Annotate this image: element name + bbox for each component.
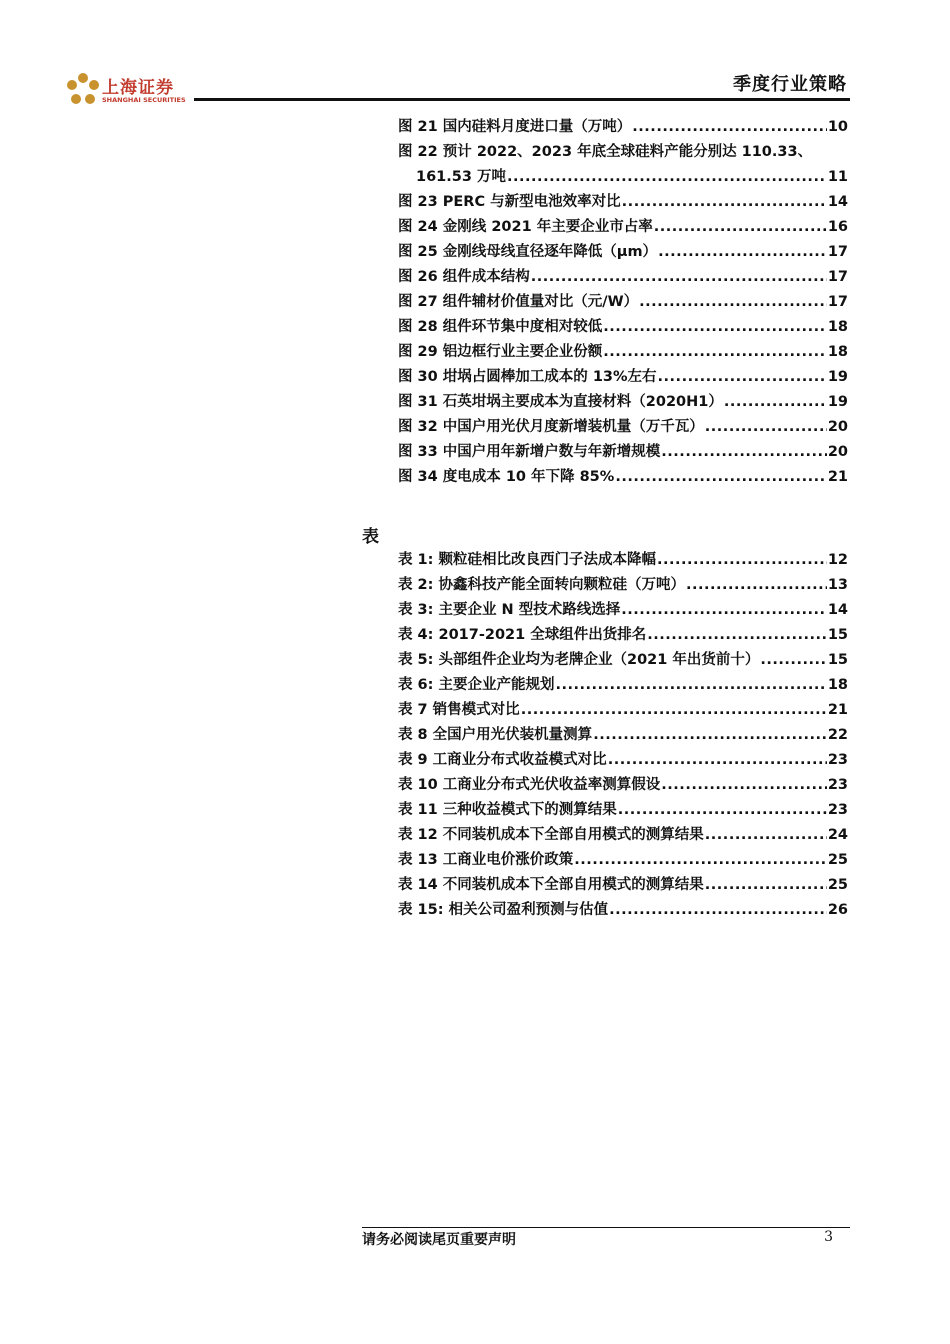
table-entry-page: 21 — [827, 702, 848, 718]
table-entry-label: 表 9 工商业分布式收益模式对比 — [398, 752, 607, 768]
figure-entry[interactable] — [398, 215, 848, 240]
figure-entry[interactable] — [398, 140, 848, 165]
figure-entry-page: 10 — [827, 119, 848, 135]
figure-entry-label: 图 27 组件辅材价值量对比（元/W） — [398, 294, 639, 310]
logo-chinese-name: 上海证券 — [102, 78, 174, 98]
table-entry[interactable] — [398, 848, 848, 873]
figure-entry[interactable] — [398, 465, 848, 490]
figure-entry[interactable] — [398, 190, 848, 215]
dot-leader — [658, 244, 827, 260]
disclaimer-note: 请务必阅读尾页重要声明 — [362, 1232, 516, 1248]
figure-entry-label: 图 28 组件环节集中度相对较低 — [398, 319, 603, 335]
dot-leader — [705, 827, 827, 843]
table-entry[interactable] — [398, 573, 848, 598]
dot-leader — [686, 577, 827, 593]
figure-entry-label: 图 29 铝边框行业主要企业份额 — [398, 344, 603, 360]
dot-leader — [657, 552, 827, 568]
dot-leader — [531, 269, 827, 285]
logo-english-name: SHANGHAI SECURITIES — [102, 96, 186, 104]
table-entry-label: 表 2: 协鑫科技产能全面转向颗粒硅（万吨） — [398, 577, 685, 593]
page-number: 3 — [824, 1229, 833, 1245]
dot-leader — [654, 219, 827, 235]
table-list — [398, 548, 848, 923]
table-entry-page: 13 — [827, 577, 848, 593]
table-entry-label: 表 10 工商业分布式光伏收益率测算假设 — [398, 777, 661, 793]
table-entry-page: 23 — [827, 777, 848, 793]
dot-leader — [507, 169, 827, 185]
figure-entry-label-continued: 161.53 万吨 — [416, 169, 507, 185]
figure-entry-label: 图 31 石英坩埚主要成本为直接材料（2020H1） — [398, 394, 723, 410]
table-entry-label: 表 12 不同装机成本下全部自用模式的测算结果 — [398, 827, 704, 843]
table-entry-label: 表 5: 头部组件企业均为老牌企业（2021 年出货前十） — [398, 652, 760, 668]
dot-leader — [661, 777, 827, 793]
table-entry-page: 23 — [827, 802, 848, 818]
table-entry-label: 表 7 销售模式对比 — [398, 702, 520, 718]
table-entry-label: 表 11 三种收益模式下的测算结果 — [398, 802, 617, 818]
table-entry-label: 表 4: 2017-2021 全球组件出货排名 — [398, 627, 647, 643]
table-entry-page: 22 — [827, 727, 848, 743]
figure-entry[interactable] — [398, 340, 848, 365]
dot-leader — [574, 852, 827, 868]
table-entry[interactable] — [398, 598, 848, 623]
dot-leader — [639, 294, 827, 310]
table-entry-page: 15 — [827, 652, 848, 668]
figure-entry-page: 17 — [827, 294, 848, 310]
dot-leader — [622, 194, 827, 210]
figure-entry[interactable] — [398, 290, 848, 315]
figure-entry-label: 图 24 金刚线 2021 年主要企业市占率 — [398, 219, 653, 235]
dot-leader — [603, 344, 827, 360]
figure-entry[interactable] — [398, 115, 848, 140]
figure-entry-page: 19 — [827, 394, 848, 410]
dot-leader — [658, 369, 827, 385]
dot-leader — [647, 627, 827, 643]
figure-entry-page: 14 — [827, 194, 848, 210]
table-entry-page: 24 — [827, 827, 848, 843]
table-entry[interactable] — [398, 898, 848, 923]
figure-entry-page: 19 — [827, 369, 848, 385]
figure-list — [398, 115, 848, 490]
figure-entry[interactable] — [398, 365, 848, 390]
dot-leader — [621, 602, 827, 618]
table-entry-label: 表 8 全国户用光伏装机量测算 — [398, 727, 593, 743]
table-entry-label: 表 15: 相关公司盈利预测与估值 — [398, 902, 609, 918]
figure-entry-label: 图 33 中国户用年新增户数与年新增规模 — [398, 444, 661, 460]
table-entry[interactable] — [398, 873, 848, 898]
table-entry-page: 25 — [827, 852, 848, 868]
figure-entry-page: 18 — [827, 319, 848, 335]
figure-entry-label: 图 21 国内硅料月度进口量（万吨） — [398, 119, 632, 135]
dot-leader — [521, 702, 827, 718]
figure-entry-page: 20 — [827, 444, 848, 460]
figure-entry[interactable] — [398, 390, 848, 415]
table-entry[interactable] — [398, 748, 848, 773]
dot-leader — [609, 902, 827, 918]
table-entry-page: 26 — [827, 902, 848, 918]
figure-entry-label: 图 34 度电成本 10 年下降 85% — [398, 469, 615, 485]
table-entry[interactable] — [398, 623, 848, 648]
tables-section-heading: 表 — [362, 527, 379, 547]
table-entry-label: 表 13 工商业电价涨价政策 — [398, 852, 574, 868]
table-entry-label: 表 3: 主要企业 N 型技术路线选择 — [398, 602, 621, 618]
table-entry-page: 25 — [827, 877, 848, 893]
dot-leader — [603, 319, 827, 335]
table-entry-label: 表 6: 主要企业产能规划 — [398, 677, 555, 693]
figure-entry-page: 18 — [827, 344, 848, 360]
dot-leader — [724, 394, 827, 410]
figure-entry-label: 图 22 预计 2022、2023 年底全球硅料产能分别达 110.33、 — [398, 144, 813, 160]
figure-entry[interactable] — [398, 440, 848, 465]
figure-entry[interactable] — [398, 415, 848, 440]
table-entry-page: 23 — [827, 752, 848, 768]
figure-entry-label: 图 25 金刚线母线直径逐年降低（μm） — [398, 244, 658, 260]
dot-leader — [632, 119, 827, 135]
figure-entry-label: 图 26 组件成本结构 — [398, 269, 530, 285]
dot-leader — [615, 469, 827, 485]
table-entry[interactable] — [398, 548, 848, 573]
dot-leader — [555, 677, 826, 693]
table-entry[interactable] — [398, 698, 848, 723]
header-divider — [194, 98, 850, 101]
table-entry-page: 15 — [827, 627, 848, 643]
table-entry[interactable] — [398, 823, 848, 848]
table-entry[interactable] — [398, 723, 848, 748]
figure-entry[interactable] — [398, 265, 848, 290]
figure-entry-page: 11 — [827, 169, 848, 185]
figure-entry-label: 图 23 PERC 与新型电池效率对比 — [398, 194, 621, 210]
dot-leader — [705, 877, 827, 893]
figure-entry-page: 16 — [827, 219, 848, 235]
figure-entry-label: 图 32 中国户用光伏月度新增装机量（万千瓦） — [398, 419, 704, 435]
table-entry[interactable] — [398, 673, 848, 698]
table-entry[interactable] — [398, 648, 848, 673]
figure-entry[interactable] — [398, 240, 848, 265]
table-entry-page: 14 — [827, 602, 848, 618]
dot-leader — [705, 419, 827, 435]
logo-emblem-icon — [66, 72, 100, 106]
dot-leader — [593, 727, 827, 743]
figure-entry-page: 21 — [827, 469, 848, 485]
report-category-title: 季度行业策略 — [733, 74, 847, 95]
table-entry-label: 表 1: 颗粒硅相比改良西门子法成本降幅 — [398, 552, 656, 568]
dot-leader — [760, 652, 826, 668]
table-entry-page: 18 — [827, 677, 848, 693]
figure-entry[interactable] — [398, 315, 848, 340]
table-entry-page: 12 — [827, 552, 848, 568]
footer-divider — [362, 1227, 850, 1228]
figure-entry-continuation[interactable] — [398, 165, 848, 190]
figure-entry-page: 17 — [827, 244, 848, 260]
dot-leader — [661, 444, 827, 460]
figure-entry-page: 20 — [827, 419, 848, 435]
dot-leader — [608, 752, 827, 768]
figure-entry-page: 17 — [827, 269, 848, 285]
figure-entry-label: 图 30 坩埚占圆棒加工成本的 13%左右 — [398, 369, 657, 385]
table-entry-label: 表 14 不同装机成本下全部自用模式的测算结果 — [398, 877, 704, 893]
table-entry[interactable] — [398, 773, 848, 798]
table-entry[interactable] — [398, 798, 848, 823]
company-logo — [66, 70, 186, 110]
dot-leader — [618, 802, 827, 818]
